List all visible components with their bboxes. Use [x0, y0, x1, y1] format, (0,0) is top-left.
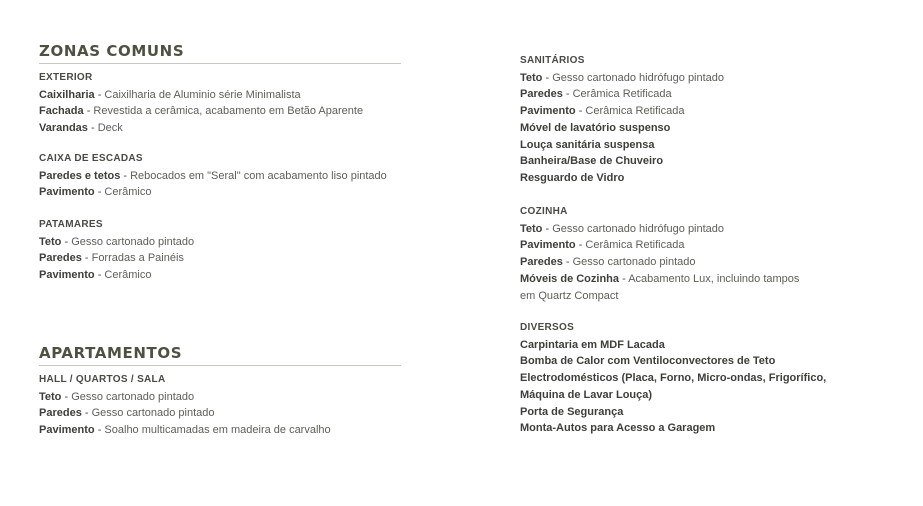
- spec-desc: em Quartz Compact: [520, 289, 619, 302]
- spec-line: [39, 184, 387, 201]
- spec-label: Bomba de Calor com Ventiloconvectores de Teto: [520, 355, 776, 368]
- spec-line: [39, 120, 363, 137]
- spec-line: [39, 405, 331, 422]
- spec-label: Paredes e tetos: [39, 169, 121, 182]
- spec-line: [520, 137, 724, 154]
- spec-label: Louça sanitária suspensa: [520, 138, 655, 151]
- spec-desc: Cerâmica Retificada: [585, 105, 685, 118]
- spec-line: [520, 170, 724, 187]
- section-title-apartamentos: APARTAMENTOS: [39, 344, 401, 366]
- spec-label: Móveis de Cozinha: [520, 272, 620, 285]
- spec-separator: -: [94, 88, 105, 101]
- spec-separator: -: [575, 105, 586, 118]
- spec-separator: -: [94, 186, 105, 199]
- spec-separator: -: [542, 71, 553, 84]
- spec-line: [520, 103, 724, 120]
- spec-label: Electrodomésticos (Placa, Forno, Micro-ondas, Frigorífico,: [520, 372, 827, 385]
- spec-separator: -: [94, 424, 105, 437]
- spec-line-continuation: [520, 288, 799, 305]
- spec-label: Paredes: [520, 88, 563, 101]
- spec-desc: Soalho multicamadas em madeira de carvalho: [104, 424, 331, 437]
- spec-separator: -: [619, 272, 629, 285]
- spec-label: Teto: [520, 71, 543, 84]
- spec-desc: Revestida a cerâmica, acabamento em Betão Aparente: [93, 105, 364, 118]
- group-title-exterior: EXTERIOR: [39, 72, 93, 83]
- spec-label: Teto: [39, 235, 62, 248]
- spec-line: [520, 337, 826, 354]
- spec-desc: Cerâmico: [104, 269, 152, 282]
- spec-line: [520, 237, 799, 254]
- spec-line: [520, 120, 724, 137]
- spec-label: Teto: [520, 222, 543, 235]
- spec-line: [39, 234, 194, 251]
- spec-label: Teto: [39, 390, 62, 403]
- group-caixa-de-escadas: [39, 151, 387, 201]
- spec-desc: Gesso cartonado pintado: [71, 235, 195, 248]
- spec-separator: -: [61, 390, 72, 403]
- spec-separator: -: [87, 122, 98, 135]
- spec-label: Paredes: [39, 252, 82, 265]
- group-sanitarios: [520, 53, 724, 187]
- group-cozinha: [520, 204, 799, 304]
- spec-line: [39, 87, 363, 104]
- group-diversos: [520, 320, 826, 437]
- spec-separator: -: [83, 105, 94, 118]
- spec-line: [39, 168, 387, 185]
- group-title-caixa-de-escadas: CAIXA DE ESCADAS: [39, 153, 143, 164]
- spec-desc: Cerâmica Retificada: [572, 88, 672, 101]
- spec-label: Pavimento: [39, 186, 95, 199]
- apartamentos-section: [39, 344, 401, 366]
- spec-desc: Forradas a Painéis: [91, 252, 184, 265]
- group-exterior: [39, 70, 363, 137]
- spec-line: [39, 389, 331, 406]
- spec-line: [520, 370, 826, 387]
- spec-separator: -: [81, 252, 92, 265]
- spec-desc: Cerâmica Retificada: [585, 239, 685, 252]
- group-hall-quartos-sala: [39, 372, 331, 439]
- spec-label: Banheira/Base de Chuveiro: [520, 155, 664, 168]
- zonas-comuns-section: [39, 42, 401, 64]
- spec-desc: Gesso cartonado pintado: [91, 407, 215, 420]
- spec-line: [520, 221, 799, 238]
- spec-label: Pavimento: [39, 269, 95, 282]
- spec-line: [520, 254, 799, 271]
- spec-label: Fachada: [39, 105, 84, 118]
- spec-separator: -: [562, 256, 573, 269]
- spec-separator: -: [575, 239, 586, 252]
- spec-line: [520, 70, 724, 87]
- spec-desc: Cerâmico: [104, 186, 152, 199]
- group-title-sanitarios: SANITÁRIOS: [520, 55, 585, 66]
- group-title-diversos: DIVERSOS: [520, 322, 575, 333]
- group-title-cozinha: COZINHA: [520, 206, 568, 217]
- spec-label: Varandas: [39, 122, 88, 135]
- spec-label: Pavimento: [39, 424, 95, 437]
- spec-desc: Acabamento Lux, incluindo tampos: [628, 272, 800, 285]
- spec-label: Pavimento: [520, 105, 576, 118]
- group-title-patamares: PATAMARES: [39, 219, 103, 230]
- spec-line: [39, 250, 194, 267]
- spec-desc: Gesso cartonado pintado: [572, 256, 696, 269]
- group-patamares: [39, 217, 194, 284]
- spec-label: Resguardo de Vidro: [520, 171, 625, 184]
- spec-line: [520, 420, 826, 437]
- spec-separator: -: [562, 88, 573, 101]
- spec-desc: Gesso cartonado hidrófugo pintado: [552, 222, 725, 235]
- spec-label: Paredes: [39, 407, 82, 420]
- spec-desc: Caixilharia de Aluminio série Minimalista: [104, 88, 301, 101]
- spec-line: [39, 422, 331, 439]
- spec-line: [520, 353, 826, 370]
- spec-label: Paredes: [520, 256, 563, 269]
- spec-line: [520, 271, 799, 288]
- spec-separator: -: [542, 222, 553, 235]
- spec-line: [39, 267, 194, 284]
- spec-label: Caixilharia: [39, 88, 95, 101]
- spec-line: [520, 404, 826, 421]
- spec-line: [520, 387, 826, 404]
- spec-label: Monta-Autos para Acesso a Garagem: [520, 422, 716, 435]
- spec-separator: -: [94, 269, 105, 282]
- spec-desc: Deck: [97, 122, 123, 135]
- spec-desc: Gesso cartonado hidrófugo pintado: [552, 71, 725, 84]
- spec-separator: -: [81, 407, 92, 420]
- section-title-zonas-comuns: ZONAS COMUNS: [39, 42, 401, 64]
- spec-label: Porta de Segurança: [520, 405, 624, 418]
- spec-line: [520, 153, 724, 170]
- spec-separator: -: [61, 235, 72, 248]
- spec-label: Pavimento: [520, 239, 576, 252]
- spec-line: [520, 86, 724, 103]
- spec-label: Carpintaria em MDF Lacada: [520, 338, 665, 351]
- group-title-hall-quartos-sala: HALL / QUARTOS / SALA: [39, 374, 166, 385]
- spec-desc: Gesso cartonado pintado: [71, 390, 195, 403]
- spec-separator: -: [120, 169, 131, 182]
- spec-line: [39, 103, 363, 120]
- spec-label: Móvel de lavatório suspenso: [520, 121, 671, 134]
- spec-desc: Rebocados em "Seral" com acabamento liso pintado: [130, 169, 387, 182]
- spec-label: Máquina de Lavar Louça): [520, 388, 653, 401]
